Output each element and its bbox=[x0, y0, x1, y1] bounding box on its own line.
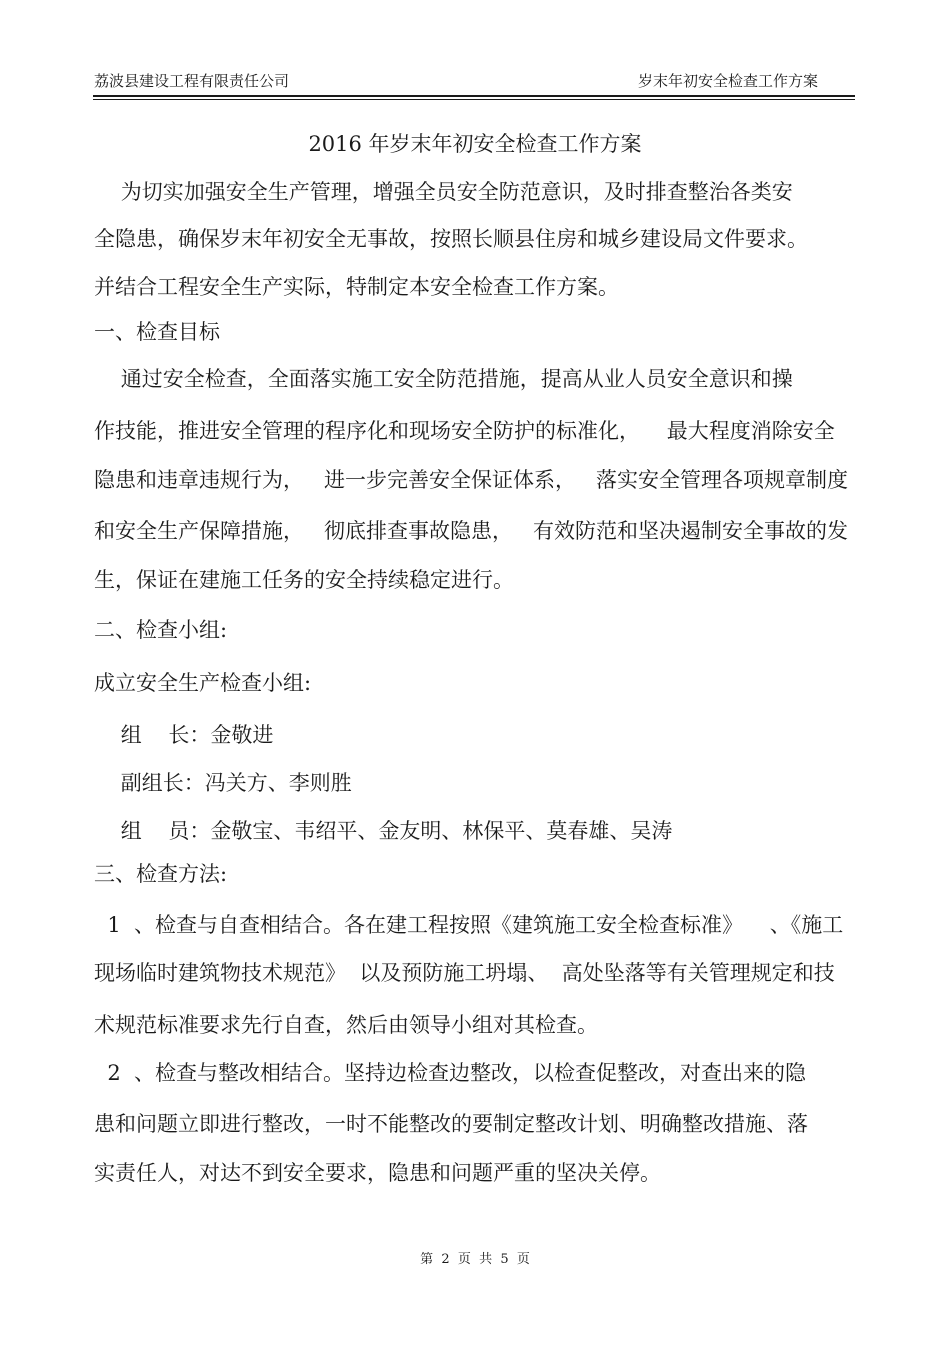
section-heading: 二、检查小组: bbox=[94, 618, 228, 642]
section-heading: 三、检查方法: bbox=[94, 862, 228, 886]
body-line: 为切实加强安全生产管理，增强全员安全防范意识，及时排查整治各类安 bbox=[94, 180, 793, 204]
body-line: 通过安全检查，全面落实施工安全防范措施，提高从业人员安全意识和操 bbox=[94, 367, 793, 391]
header-doc-title: 岁末年初安全检查工作方案 bbox=[637, 72, 818, 90]
team-leader: 组 长：金敬进 bbox=[94, 723, 274, 747]
body-line: 现场临时建筑物技术规范》 以及预防施工坍塌、 高处坠落等有关管理规定和技 bbox=[94, 961, 835, 985]
page-title: 2016 年岁末年初安全检查工作方案 bbox=[308, 132, 642, 156]
body-line: 1 、检查与自查相结合。各在建工程按照《建筑施工安全检查标准》 、《施工 bbox=[94, 913, 844, 937]
body-line: 患和问题立即进行整改，一时不能整改的要制定整改计划、明确整改措施、落 bbox=[94, 1112, 808, 1136]
body-line: 和安全生产保障措施， 彻底排查事故隐患， 有效防范和坚决遏制安全事故的发 bbox=[94, 519, 849, 543]
body-line: 成立安全生产检查小组: bbox=[94, 671, 312, 695]
body-line: 术规范标准要求先行自查，然后由领导小组对其检查。 bbox=[94, 1013, 598, 1037]
team-members: 组 员：金敬宝、韦绍平、金友明、林保平、莫春雄、吴涛 bbox=[94, 819, 673, 843]
header-company: 荔波县建设工程有限责任公司 bbox=[94, 72, 290, 90]
body-line: 隐患和违章违规行为， 进一步完善安全保证体系， 落实安全管理各项规章制度 bbox=[94, 468, 849, 492]
body-line: 2 、检查与整改相结合。坚持边检查边整改，以检查促整改，对查出来的隐 bbox=[94, 1061, 807, 1085]
header-rule-thick bbox=[93, 95, 855, 97]
body-line: 全隐患，确保岁末年初安全无事故，按照长顺县住房和城乡建设局文件要求。 bbox=[94, 227, 808, 251]
page-number: 第 2 页 共 5 页 bbox=[420, 1252, 530, 1267]
body-line: 作技能，推进安全管理的程序化和现场安全防护的标准化， 最大程度消除安全 bbox=[94, 419, 835, 443]
body-line: 实责任人，对达不到安全要求，隐患和问题严重的坚决关停。 bbox=[94, 1161, 661, 1185]
header-rule-thin bbox=[93, 99, 855, 100]
body-line: 并结合工程安全生产实际，特制定本安全检查工作方案。 bbox=[94, 275, 619, 299]
team-deputy: 副组长：冯关方、李则胜 bbox=[94, 771, 352, 795]
section-heading: 一、检查目标 bbox=[94, 320, 220, 344]
body-line: 生，保证在建施工任务的安全持续稳定进行。 bbox=[94, 568, 514, 592]
